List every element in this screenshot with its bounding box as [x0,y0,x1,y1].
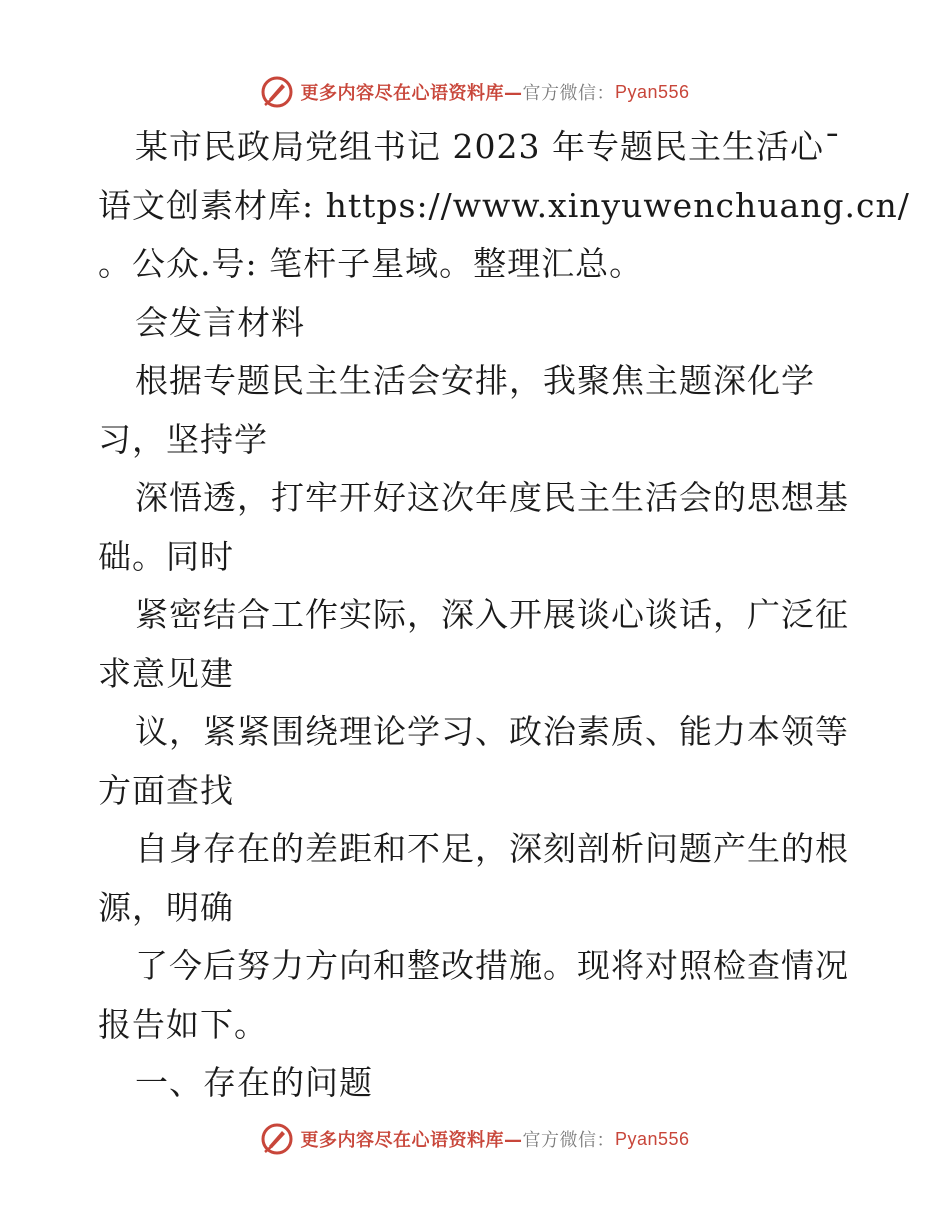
text-line: 习，坚持学 [98,419,268,459]
banner-main-text: 更多内容尽在心语资料库— [300,1130,523,1151]
text-line: 方面查找 [98,770,234,810]
text-line: 会发言材料 [135,302,305,342]
text-line: 了今后努力方向和整改措施。现将对照检查情况 [135,946,849,985]
text-line: 源，明确 [98,887,234,927]
banner-tail-text: 官方微信： [522,83,615,104]
banner-account: Pyan556 [614,1128,690,1149]
footer-banner [0,1119,950,1159]
section-heading: 一、存在的问题 [135,1063,373,1102]
text-line: 某市民政局党组书记 2023 年专题民主生活心¯ [135,127,842,166]
text-line: 语文创素材库: https://www.xinyuwenchuang.cn/ [98,185,910,225]
text-line: 础。同时 [98,536,234,576]
text-line: 。公众.号: 笔杆子星域。整理汇总。 [98,244,644,283]
text-line: 深悟透，打牢开好这次年度民主生活会的思想基 [135,478,849,517]
document-body [98,118,910,1113]
text-line: 议，紧紧围绕理论学习、政治素质、能力本领等 [135,712,849,751]
text-line: 自身存在的差距和不足，深刻剖析问题产生的根 [135,829,849,868]
text-line: 紧密结合工作实际，深入开展谈心谈话，广泛征 [135,595,849,634]
text-line: 报告如下。 [98,1004,268,1044]
banner-tail-text: 官方微信： [522,1130,615,1151]
quill-pen-logo-icon [260,1122,294,1156]
banner-account: Pyan556 [614,81,690,102]
header-banner [0,72,950,112]
banner-main-text: 更多内容尽在心语资料库— [300,83,523,104]
quill-pen-logo-icon [260,75,294,109]
text-line: 求意见建 [98,653,234,693]
text-line: 根据专题民主生活会安排，我聚焦主题深化学 [135,361,815,400]
